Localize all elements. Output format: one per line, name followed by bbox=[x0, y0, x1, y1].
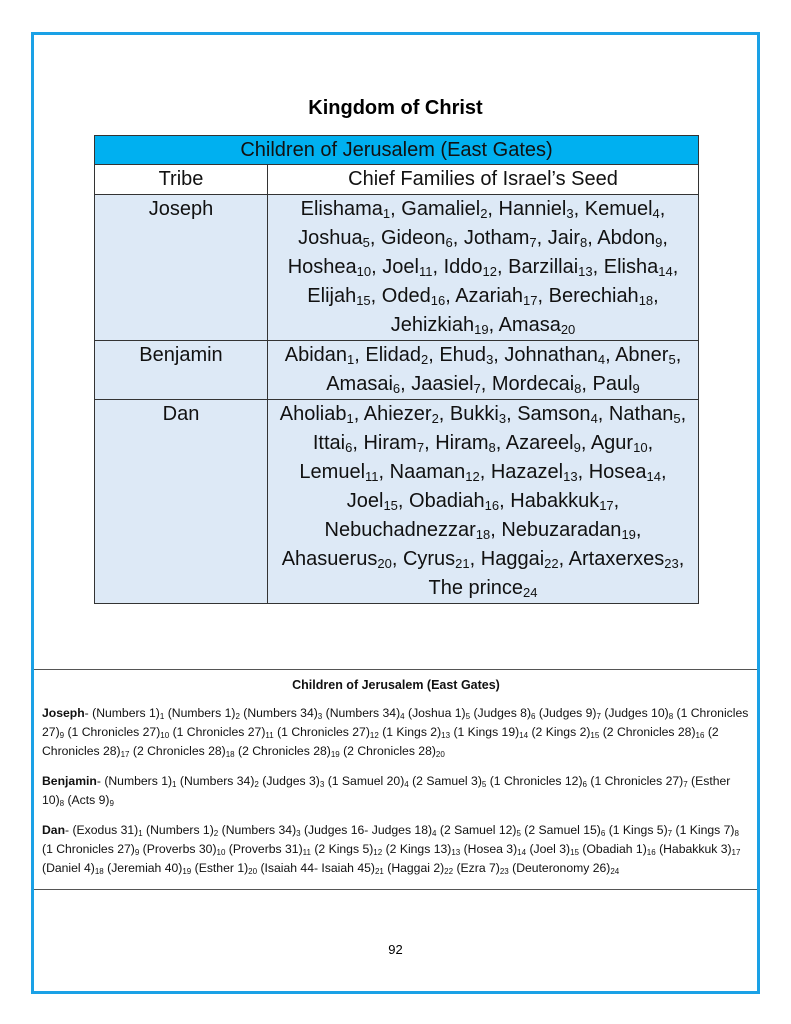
family-index: 18 bbox=[638, 293, 654, 308]
family-name: Mordecai bbox=[491, 373, 575, 395]
reference-index: 3 bbox=[317, 712, 323, 721]
column-header-tribe: Tribe bbox=[95, 165, 268, 195]
family-index: 13 bbox=[578, 264, 593, 279]
reference-index: 6 bbox=[531, 712, 536, 721]
family-name: Lemuel bbox=[299, 461, 366, 483]
reference-entry: Benjamin- (Numbers $1)_1$ (Numbers $34)_2$ (Judges $3)_3$ (1 Samuel $20)_4$ (2 Samuel $3)_5$ (1 Chronicles $12)_6$ (1 Chronicles $27)_7$ (Esther $10)_8$ (Acts $9)_9$ bbox=[42, 774, 731, 808]
reference-index: 17 bbox=[120, 750, 130, 759]
reference-citation: 2 Kings 13 bbox=[389, 842, 448, 856]
page-title: Kingdom of Christ bbox=[308, 97, 483, 119]
families-cell: Aholiab$_1$, Ahiezer$_2$, Bukki$_3$, Samson$_4$, Nathan$_5$, Ittai$_6$, Hiram$_7$, Hiram$_8$, Azareel$_9$, Agur$_{10}$, Lemuel$_{11}$, Naaman$_{12}$, Hazazel$_{13}$, Hosea$_{14}$, Joel$_{15}$, Obadiah$_{16}$, Habakkuk$_{17}$, Nebuchadnezzar$_{18}$, Nebuzaradan$_{19}$, Ahasuerus$_{20}$, Cyrus$_{21}$, Haggai$_{22}$, Artaxerxes$_{23}$, The prince$_{24}$ bbox=[268, 400, 699, 604]
page-number: 92 bbox=[388, 942, 403, 957]
family-name: Amasai bbox=[326, 373, 393, 395]
reference-index: 9 bbox=[134, 848, 140, 857]
family-name: Joel bbox=[346, 490, 384, 512]
reference-entry: Joseph- (Numbers $1)_1$ (Numbers $1)_2$ (Numbers $34)_3$ (Numbers $34)_4$ (Joshua $1)_5$ (Judges $8)_6$ (Judges $9)_7$ (Judges $10)_8$ (1 Chronicles $27)_9$ (1 Chronicles $27)_{10}$ (1 Chronicles $27)_{11}$ (1 Chronicles $27)_{12}$ (1 Kings $2)_{13}$ (1 Kings $19)_{14}$ (2 Kings $2)_{15}$ (2 Chronicles $28)_{16}$ (2 Chronicles $28)_{17}$ (2 Chronicles $28)_{18}$ (2 Chronicles $28)_{19}$ (2 Chronicles $28)_{20}$ bbox=[42, 706, 749, 759]
reference-index: 4 bbox=[404, 780, 409, 789]
reference-index: 7 bbox=[596, 712, 601, 721]
family-name: Artaxerxes bbox=[568, 548, 665, 570]
family-index: 3 bbox=[566, 206, 574, 221]
reference-index: 4 bbox=[432, 829, 437, 838]
family-index: 8 bbox=[488, 440, 496, 455]
reference-citation: 2 Kings 2 bbox=[535, 725, 587, 739]
reference-index: 7 bbox=[683, 780, 688, 789]
reference-citation: 1 Chronicles 27 bbox=[46, 842, 131, 856]
reference-index: 8 bbox=[668, 712, 674, 721]
family-name: Jotham bbox=[463, 227, 530, 249]
family-name: Cyrus bbox=[402, 548, 456, 570]
family-index: 3 bbox=[498, 411, 507, 426]
reference-citation: 2 Samuel 12 bbox=[443, 823, 513, 837]
reference-index: 19 bbox=[330, 750, 340, 759]
reference-citation: 1 Kings 7 bbox=[679, 823, 731, 837]
reference-index: 15 bbox=[570, 848, 579, 857]
family-index: 9 bbox=[632, 381, 640, 396]
family-name: Amasa bbox=[498, 314, 561, 336]
reference-index: 2 bbox=[254, 780, 259, 789]
reference-citation: Jeremiah 40 bbox=[111, 861, 179, 875]
reference-index: 4 bbox=[400, 712, 405, 721]
reference-index: 20 bbox=[248, 867, 258, 876]
family-name: Hosea bbox=[588, 461, 647, 483]
references-title: Children of Jerusalem (East Gates) bbox=[292, 678, 500, 692]
family-name: Gamaliel bbox=[401, 198, 481, 220]
reference-index: 10 bbox=[216, 848, 226, 857]
family-index: 10 bbox=[356, 264, 372, 279]
reference-citation: 2 Chronicles 28 bbox=[347, 744, 432, 758]
family-name: Hiram bbox=[363, 432, 417, 454]
reference-citation: Numbers 1 bbox=[108, 774, 168, 788]
reference-citation: Judges 3 bbox=[266, 774, 316, 788]
reference-citation: 1 Chronicles 12 bbox=[493, 774, 579, 788]
table-banner: Children of Jerusalem (East Gates) bbox=[95, 136, 699, 165]
family-index: 18 bbox=[475, 527, 491, 542]
reference-citation: 1 Chronicles 27 bbox=[176, 725, 262, 739]
reference-citation: 1 Kings 19 bbox=[457, 725, 516, 739]
family-name: Abner bbox=[615, 344, 669, 366]
reference-citation: 1 Chronicles 27 bbox=[594, 774, 680, 788]
families-cell: Abidan$_1$, Elidad$_2$, Ehud$_3$, Johnathan$_4$, Abner$_5$, Amasai$_6$, Jaasiel$_7$, Mordecai$_8$, Paul$_9$ bbox=[268, 341, 699, 400]
reference-citation: 1 Chronicles 27 bbox=[71, 725, 157, 739]
family-index: 6 bbox=[345, 440, 353, 455]
table-row bbox=[95, 400, 699, 604]
reference-index: 18 bbox=[225, 750, 235, 759]
reference-citation: Judges 8 bbox=[477, 706, 527, 720]
family-name: Azariah bbox=[455, 285, 524, 307]
family-name: Azareel bbox=[505, 432, 574, 454]
reference-citation: 2 Chronicles 28 bbox=[606, 725, 692, 739]
family-index: 17 bbox=[523, 293, 538, 308]
reference-index: 23 bbox=[499, 867, 509, 876]
family-index: 24 bbox=[523, 585, 538, 600]
family-index: 9 bbox=[573, 440, 581, 455]
reference-index: 8 bbox=[59, 799, 65, 808]
reference-citation: 1 Chronicles 27 bbox=[281, 725, 366, 739]
family-index: 7 bbox=[416, 440, 425, 455]
family-index: 5 bbox=[668, 352, 676, 367]
reference-index: 16 bbox=[695, 731, 705, 740]
family-index: 15 bbox=[356, 293, 371, 308]
reference-index: 19 bbox=[182, 867, 192, 876]
family-name: Nathan bbox=[608, 403, 674, 425]
family-index: 6 bbox=[392, 381, 401, 396]
family-name: Elijah bbox=[307, 285, 357, 307]
reference-citation: Daniel 4 bbox=[46, 861, 91, 875]
reference-index: 10 bbox=[160, 731, 170, 740]
family-index: 8 bbox=[574, 381, 582, 396]
reference-citation: Judges 16- Judges 18 bbox=[308, 823, 428, 837]
reference-citation: Joshua 1 bbox=[412, 706, 462, 720]
family-name: Jaasiel bbox=[411, 373, 474, 395]
reference-index: 3 bbox=[319, 780, 325, 789]
reference-index: 15 bbox=[590, 731, 600, 740]
reference-index: 20 bbox=[435, 750, 445, 759]
reference-index: 12 bbox=[369, 731, 379, 740]
reference-citation: 1 Samuel 20 bbox=[331, 774, 401, 788]
reference-index: 6 bbox=[600, 829, 606, 838]
family-index: 19 bbox=[474, 322, 489, 337]
reference-citation: Judges 9 bbox=[542, 706, 593, 720]
reference-index: 2 bbox=[213, 829, 219, 838]
reference-index: 5 bbox=[465, 712, 471, 721]
family-index: 2 bbox=[431, 411, 439, 426]
family-name: Habakkuk bbox=[510, 490, 600, 512]
family-name: Hoshea bbox=[287, 256, 357, 278]
family-name: Ahiezer bbox=[363, 403, 432, 425]
reference-citation: Haggai 2 bbox=[391, 861, 441, 875]
family-name: Hiram bbox=[435, 432, 489, 454]
families-cell: Elishama$_1$, Gamaliel$_2$, Hanniel$_3$, Kemuel$_4$, Joshua$_5$, Gideon$_6$, Jotham$_7$, Jair$_8$, Abdon$_9$, Hoshea$_{10}$, Joel$_{11}$, Iddo$_{12}$, Barzillai$_{13}$, Elisha$_{14}$, Elijah$_{15}$, Oded$_{16}$, Azariah$_{17}$, Berechiah$_{18}$, Jehizkiah$_{19}$, Amasa$_{20}$ bbox=[268, 195, 699, 341]
reference-citation: Isaiah 44- Isaiah 45 bbox=[264, 861, 371, 875]
family-name: Ahasuerus bbox=[281, 548, 378, 570]
reference-tribe: Benjamin bbox=[42, 774, 97, 788]
reference-index: 1 bbox=[138, 829, 143, 838]
families-table bbox=[94, 135, 699, 604]
family-index: 1 bbox=[382, 206, 391, 221]
family-index: 10 bbox=[633, 440, 648, 455]
family-index: 5 bbox=[362, 235, 370, 250]
family-name: Bukki bbox=[449, 403, 499, 425]
family-index: 7 bbox=[529, 235, 537, 250]
reference-index: 7 bbox=[667, 829, 673, 838]
family-name: Elidad bbox=[365, 344, 421, 366]
table-row bbox=[95, 341, 699, 400]
reference-citation: Proverbs 30 bbox=[146, 842, 213, 856]
reference-citation: Numbers 34 bbox=[247, 706, 314, 720]
family-index: 13 bbox=[563, 469, 578, 484]
family-index: 11 bbox=[418, 264, 433, 279]
family-index: 16 bbox=[484, 498, 500, 513]
reference-tribe: Joseph bbox=[42, 706, 85, 720]
reference-citation: 2 Kings 5 bbox=[318, 842, 370, 856]
reference-citation: 2 Chronicles 28 bbox=[242, 744, 327, 758]
family-index: 1 bbox=[347, 352, 355, 367]
family-name: Berechiah bbox=[548, 285, 639, 307]
reference-citation: Ezra 7 bbox=[460, 861, 496, 875]
reference-citation: Habakkuk 3 bbox=[663, 842, 728, 856]
reference-index: 22 bbox=[444, 867, 454, 876]
reference-index: 18 bbox=[94, 867, 104, 876]
reference-index: 9 bbox=[59, 731, 65, 740]
reference-citation: 1 Kings 5 bbox=[612, 823, 664, 837]
reference-index: 12 bbox=[373, 848, 383, 857]
reference-citation: Numbers 1 bbox=[171, 706, 232, 720]
reference-citation: Numbers 1 bbox=[96, 706, 156, 720]
family-name: Kemuel bbox=[584, 198, 653, 220]
family-index: 20 bbox=[377, 556, 392, 571]
reference-citation: Numbers 34 bbox=[183, 774, 251, 788]
reference-citation: Acts 9 bbox=[71, 793, 106, 807]
reference-index: 1 bbox=[172, 780, 177, 789]
family-name: Joel bbox=[382, 256, 419, 278]
reference-citation: Numbers 1 bbox=[150, 823, 210, 837]
reference-citation: 2 Chronicles 28 bbox=[42, 725, 719, 758]
column-header-families: Chief Families of Israel’s Seed bbox=[268, 165, 699, 195]
family-name: Nebuchadnezzar bbox=[324, 519, 476, 541]
reference-index: 16 bbox=[646, 848, 656, 857]
reference-index: 14 bbox=[519, 731, 529, 740]
family-index: 11 bbox=[365, 469, 379, 484]
reference-citation: Numbers 34 bbox=[329, 706, 397, 720]
reference-index: 24 bbox=[610, 867, 620, 876]
family-name: Aholiab bbox=[279, 403, 347, 425]
family-index: 6 bbox=[445, 235, 453, 250]
family-name: Elishama bbox=[300, 198, 383, 220]
family-name: Barzillai bbox=[508, 256, 579, 278]
reference-index: 17 bbox=[731, 848, 741, 857]
reference-index: 8 bbox=[734, 829, 739, 838]
family-name: Obadiah bbox=[409, 490, 485, 512]
family-name: Hazazel bbox=[490, 461, 564, 483]
reference-index: 13 bbox=[441, 731, 451, 740]
family-name: The prince bbox=[428, 577, 524, 599]
reference-citation: 2 Chronicles 28 bbox=[136, 744, 222, 758]
reference-citation: Exodus 31 bbox=[76, 823, 135, 837]
family-index: 9 bbox=[655, 235, 663, 250]
reference-citation: Obadiah 1 bbox=[586, 842, 643, 856]
reference-index: 2 bbox=[235, 712, 240, 721]
family-index: 22 bbox=[544, 556, 559, 571]
tribe-cell: Benjamin bbox=[95, 341, 268, 400]
reference-index: 9 bbox=[109, 799, 114, 808]
family-index: 3 bbox=[486, 352, 494, 367]
tribe-cell: Joseph bbox=[95, 195, 268, 341]
reference-index: 14 bbox=[517, 848, 527, 857]
family-index: 21 bbox=[455, 556, 470, 571]
divider bbox=[34, 889, 757, 890]
reference-citation: Judges 10 bbox=[608, 706, 665, 720]
family-index: 14 bbox=[646, 469, 661, 484]
family-name: Jehizkiah bbox=[390, 314, 475, 336]
reference-citation: 1 Kings 2 bbox=[386, 725, 438, 739]
reference-citation: 2 Samuel 3 bbox=[416, 774, 478, 788]
family-index: 12 bbox=[482, 264, 497, 279]
reference-entry: Dan- (Exodus $31)_1$ (Numbers $1)_2$ (Numbers $34)_3$ (Judges 16- Judges $18)_4$ (2 Samuel $12)_5$ (2 Samuel $15)_6$ (1 Kings $5)_7$ (1 Kings $7)_8$ (1 Chronicles $27)_9$ (Proverbs $30)_{10}$ (Proverbs $31)_{11}$ (2 Kings $5)_{12}$ (2 Kings $13)_{13}$ (Hosea $3)_{14}$ (Joel $3)_{15}$ (Obadiah $1)_{16}$ (Habakkuk $3)_{17}$ (Daniel $4)_{18}$ (Jeremiah $40)_{19}$ (Esther $1)_{20}$ (Isaiah 44- Isaiah $45)_{21}$ (Haggai $2)_{22}$ (Ezra $7)_{23}$ (Deuteronomy $26)_{24}$ bbox=[42, 823, 741, 876]
family-name: Abidan bbox=[284, 344, 348, 366]
reference-index: 11 bbox=[265, 731, 274, 740]
reference-index: 5 bbox=[516, 829, 521, 838]
family-name: Joshua bbox=[298, 227, 363, 249]
reference-index: 11 bbox=[302, 848, 311, 857]
family-index: 1 bbox=[346, 411, 354, 426]
reference-citation: Esther 10 bbox=[42, 774, 731, 807]
family-index: 5 bbox=[673, 411, 681, 426]
family-index: 7 bbox=[473, 381, 481, 396]
reference-tribe: Dan bbox=[42, 823, 66, 837]
reference-citation: Deuteronomy 26 bbox=[516, 861, 607, 875]
family-name: Hanniel bbox=[498, 198, 567, 220]
references-section bbox=[42, 676, 750, 889]
family-name: Paul bbox=[592, 373, 633, 395]
family-name: Ittai bbox=[312, 432, 346, 454]
family-name: Nebuzaradan bbox=[501, 519, 622, 541]
family-index: 23 bbox=[664, 556, 679, 571]
family-name: Johnathan bbox=[504, 344, 598, 366]
reference-citation: 1 Chronicles 27 bbox=[42, 706, 749, 739]
reference-index: 5 bbox=[481, 780, 487, 789]
reference-index: 1 bbox=[159, 712, 165, 721]
reference-citation: Hosea 3 bbox=[467, 842, 514, 856]
family-index: 20 bbox=[560, 322, 576, 337]
reference-index: 3 bbox=[296, 829, 301, 838]
family-name: Ehud bbox=[439, 344, 487, 366]
reference-citation: Proverbs 31 bbox=[232, 842, 299, 856]
family-name: Agur bbox=[590, 432, 634, 454]
family-name: Naaman bbox=[389, 461, 466, 483]
family-index: 4 bbox=[652, 206, 660, 221]
reference-index: 6 bbox=[582, 780, 587, 789]
divider bbox=[34, 669, 757, 670]
family-name: Haggai bbox=[480, 548, 545, 570]
reference-citation: Numbers 34 bbox=[225, 823, 293, 837]
table-row bbox=[95, 195, 699, 341]
family-index: 8 bbox=[580, 235, 588, 250]
reference-citation: Esther 1 bbox=[198, 861, 245, 875]
family-index: 12 bbox=[465, 469, 480, 484]
family-index: 14 bbox=[658, 264, 673, 279]
family-name: Jair bbox=[547, 227, 580, 249]
family-index: 4 bbox=[590, 411, 598, 426]
family-name: Iddo bbox=[443, 256, 483, 278]
reference-index: 21 bbox=[374, 867, 384, 876]
family-index: 17 bbox=[599, 498, 614, 513]
family-index: 4 bbox=[597, 352, 606, 367]
reference-citation: 2 Samuel 15 bbox=[528, 823, 597, 837]
family-index: 15 bbox=[383, 498, 398, 513]
tribe-cell: Dan bbox=[95, 400, 268, 604]
reference-index: 13 bbox=[451, 848, 461, 857]
family-name: Oded bbox=[381, 285, 431, 307]
family-index: 2 bbox=[480, 206, 488, 221]
family-index: 19 bbox=[621, 527, 636, 542]
family-index: 2 bbox=[420, 352, 429, 367]
family-index: 16 bbox=[430, 293, 446, 308]
family-name: Samson bbox=[517, 403, 591, 425]
reference-citation: Joel 3 bbox=[533, 842, 567, 856]
family-name: Gideon bbox=[380, 227, 446, 249]
family-name: Abdon bbox=[597, 227, 656, 249]
family-name: Elisha bbox=[603, 256, 659, 278]
